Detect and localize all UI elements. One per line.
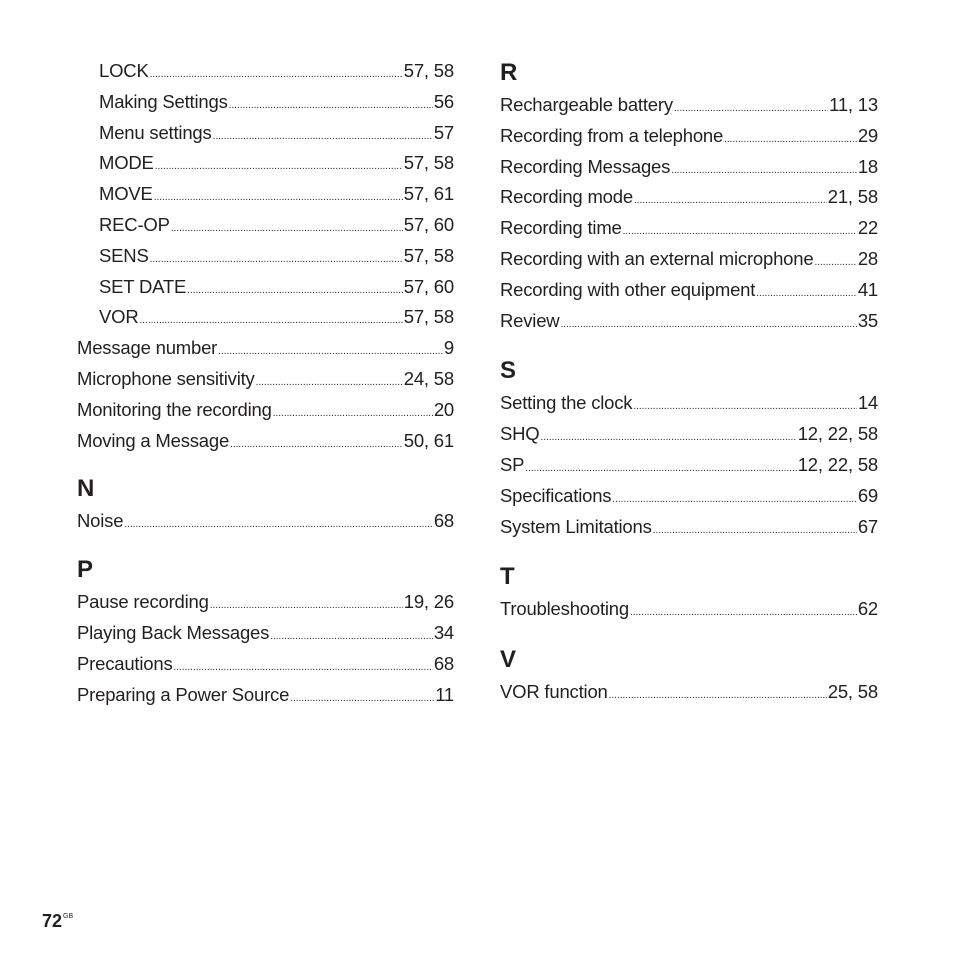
index-term: Playing Back Messages [77, 621, 270, 643]
section-letter: T [500, 563, 515, 591]
index-entry [500, 244, 878, 275]
index-entry [500, 388, 878, 419]
index-entry [77, 395, 454, 426]
index-pages: 18 [857, 155, 878, 177]
index-term: Noise [77, 510, 124, 532]
index-term: Recording from a telephone [500, 124, 724, 146]
index-pages: 57, 58 [403, 306, 454, 328]
dot-leader [218, 347, 443, 357]
dot-leader [154, 193, 403, 203]
section-letter: P [77, 556, 94, 584]
index-entry [77, 587, 454, 618]
dot-leader [187, 286, 403, 296]
index-entry [500, 481, 878, 512]
index-term: VOR [99, 306, 139, 328]
dot-leader [124, 520, 433, 530]
index-entry [500, 512, 878, 543]
index-entry [77, 272, 454, 303]
dot-leader [724, 135, 857, 145]
dot-leader [525, 464, 796, 474]
sub-entry-list [77, 56, 454, 333]
index-term: System Limitations [500, 515, 652, 537]
index-term: Recording time [500, 217, 622, 239]
index-entry [77, 618, 454, 649]
dot-leader [230, 440, 403, 450]
index-entry [500, 213, 878, 244]
dot-leader [756, 289, 857, 299]
index-pages: 11 [435, 683, 454, 705]
index-pages: 67 [857, 515, 878, 537]
index-entry [77, 56, 454, 87]
index-pages: 41 [857, 278, 878, 300]
index-entry [77, 302, 454, 333]
index-entry [77, 241, 454, 272]
dot-leader [210, 601, 403, 611]
dot-leader [671, 166, 857, 176]
index-entry [500, 306, 878, 337]
index-pages: 35 [857, 309, 878, 331]
dot-leader [634, 196, 827, 206]
index-pages: 57, 60 [403, 275, 454, 297]
section-letter: N [77, 475, 95, 503]
index-entry [77, 87, 454, 118]
index-pages: 57, 60 [403, 213, 454, 235]
index-pages: 69 [857, 484, 878, 506]
index-pages: 24, 58 [403, 367, 454, 389]
index-entry [77, 364, 454, 395]
index-section-t [500, 560, 878, 625]
dot-leader [630, 608, 857, 618]
index-pages: 28 [857, 247, 878, 269]
index-entry [500, 450, 878, 481]
index-pages: 29 [857, 124, 878, 146]
index-entry [500, 121, 878, 152]
index-term: MOVE [99, 183, 153, 205]
index-term: Review [500, 309, 560, 331]
index-term: Specifications [500, 484, 612, 506]
index-pages: 20 [433, 398, 454, 420]
index-term: SHQ [500, 423, 540, 445]
dot-leader [140, 316, 403, 326]
index-entry [77, 333, 454, 364]
index-pages: 62 [857, 598, 878, 620]
page-number-value: 72 [42, 911, 63, 931]
dot-leader [814, 258, 856, 268]
dot-leader [273, 409, 433, 419]
index-entry [500, 275, 878, 306]
index-term: Recording with an external microphone [500, 247, 814, 269]
index-pages: 25, 58 [827, 681, 878, 703]
dot-leader [150, 70, 403, 80]
index-pages: 57, 61 [403, 183, 454, 205]
index-term: Microphone sensitivity [77, 367, 255, 389]
dot-leader [653, 526, 857, 536]
index-pages: 19, 26 [403, 591, 454, 613]
index-entry [500, 419, 878, 450]
section-letter: S [500, 357, 517, 385]
index-pages: 50, 61 [403, 429, 454, 451]
index-term: Troubleshooting [500, 598, 629, 620]
dot-leader [174, 663, 433, 673]
index-term: REC-OP [99, 213, 170, 235]
index-pages: 22 [857, 217, 878, 239]
dot-leader [541, 433, 797, 443]
dot-leader [150, 255, 403, 265]
index-entry [77, 680, 454, 711]
index-pages: 57, 58 [403, 244, 454, 266]
index-term: Pause recording [77, 591, 209, 613]
index-section-v [500, 643, 878, 708]
index-term: Recording mode [500, 186, 633, 208]
index-term: Monitoring the recording [77, 398, 272, 420]
index-pages: 57 [433, 121, 454, 143]
region-code: GB [63, 913, 74, 920]
index-term: Menu settings [99, 121, 212, 143]
dot-leader [674, 104, 828, 114]
m-entry-list [77, 333, 454, 456]
index-right-column [500, 56, 878, 708]
index-pages: 57, 58 [403, 60, 454, 81]
index-term: Message number [77, 337, 218, 359]
index-pages: 56 [433, 90, 454, 112]
dot-leader [256, 378, 403, 388]
dot-leader [290, 694, 434, 704]
index-term: Rechargeable battery [500, 94, 673, 115]
index-pages: 11, 13 [829, 94, 878, 115]
index-section-s [500, 354, 878, 542]
index-entry [500, 182, 878, 213]
index-section-p [77, 553, 454, 710]
dot-leader [560, 320, 856, 330]
dot-leader [213, 132, 433, 142]
index-pages: 34 [433, 621, 454, 643]
index-pages: 21, 58 [827, 186, 878, 208]
index-term: Recording with other equipment [500, 278, 756, 300]
index-term: SP [500, 453, 525, 475]
index-left-column [77, 56, 454, 710]
index-term: Precautions [77, 652, 173, 674]
dot-leader [229, 101, 433, 111]
index-term: SENS [99, 244, 149, 266]
index-entry [77, 426, 454, 457]
index-term: LOCK [99, 60, 149, 81]
page-number [42, 906, 73, 932]
index-term: VOR function [500, 681, 608, 703]
dot-leader [155, 162, 403, 172]
index-entry [77, 148, 454, 179]
index-pages: 14 [857, 392, 878, 414]
index-term: Recording Messages [500, 155, 671, 177]
index-entry [500, 677, 878, 708]
index-section-n [77, 472, 454, 537]
dot-leader [623, 227, 857, 237]
index-term: Setting the clock [500, 392, 633, 414]
dot-leader [612, 495, 856, 505]
index-term: Making Settings [99, 90, 228, 112]
index-entry [500, 90, 878, 121]
dot-leader [633, 402, 856, 412]
index-pages: 57, 58 [403, 152, 454, 174]
index-entry [77, 210, 454, 241]
index-entry [500, 594, 878, 625]
index-term: MODE [99, 152, 154, 174]
index-pages: 9 [443, 337, 454, 359]
index-entry [500, 152, 878, 183]
section-letter: V [500, 646, 517, 674]
section-letter: R [500, 59, 518, 86]
index-pages: 12, 22, 58 [797, 423, 878, 445]
index-term: Moving a Message [77, 429, 230, 451]
index-term: Preparing a Power Source [77, 683, 290, 705]
dot-leader [609, 691, 827, 701]
index-entry [77, 649, 454, 680]
index-section-r [500, 56, 878, 336]
index-pages: 68 [433, 510, 454, 532]
index-entry [77, 118, 454, 149]
index-term: SET DATE [99, 275, 187, 297]
index-entry [77, 179, 454, 210]
index-pages: 12, 22, 58 [797, 453, 878, 475]
index-entry [77, 506, 454, 537]
dot-leader [270, 632, 433, 642]
dot-leader [171, 224, 403, 234]
index-pages: 68 [433, 652, 454, 674]
